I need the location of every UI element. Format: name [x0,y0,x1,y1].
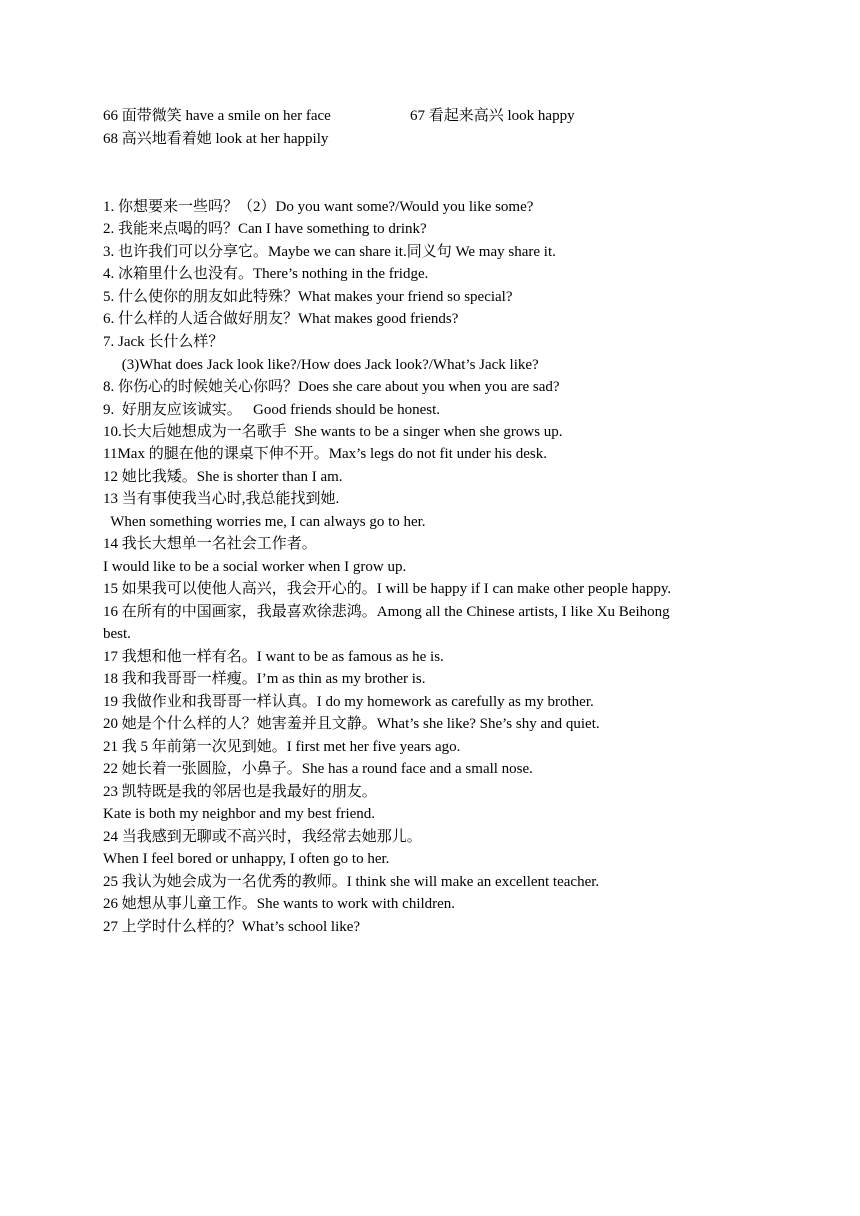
sentence-line: (3)What does Jack look like?/How does Jack look?/What’s Jack like? [103,357,539,373]
sentence-line: 4. 冰箱里什么也没有。There’s nothing in the fridge. [103,266,429,282]
sentence-line: 17 我想和他一样有名。I want to be as famous as he is. [103,649,444,665]
sentence-line: When something worries me, I can always go to her. [103,514,426,530]
sentence-line: 27 上学时什么样的？What’s school like? [103,919,361,935]
sentence-line: When I feel bored or unhappy, I often go to her. [103,851,390,867]
sentence-line: Kate is both my neighbor and my best friend. [103,806,376,822]
phrase-68: 68 高兴地看着她 look at her happily [103,131,329,147]
sentence-line: 16 在所有的中国画家，我最喜欢徐悲鸿。Among all the Chinese artists, I like Xu Beihong [103,604,670,620]
sentence-line: 3. 也许我们可以分享它。Maybe we can share it.同义句 We may share it. [103,244,556,260]
sentence-line: best. [103,626,131,642]
sentence-line: 25 我认为她会成为一名优秀的教师。I think she will make an excellent teacher. [103,874,600,890]
sentence-line: 7. Jack 长什么样？ [103,334,224,350]
sentence-line: 19 我做作业和我哥哥一样认真。I do my homework as carefully as my brother. [103,694,594,710]
sentence-line: I would like to be a social worker when I grow up. [103,559,407,575]
sentence-line: 15 如果我可以使他人高兴，我会开心的。I will be happy if I can make other people happy. [103,581,672,597]
sentence-line: 20 她是个什么样的人？她害羞并且文静。What’s she like? She’s shy and quiet. [103,716,600,732]
sentence-line: 10.长大后她想成为一名歌手 She wants to be a singer when she grows up. [103,424,563,440]
sentence-line: 14 我长大想单一名社会工作者。 [103,536,317,552]
sentence-line: 26 她想从事儿童工作。She wants to work with children. [103,896,456,912]
sentence-line: 11Max 的腿在他的课桌下伸不开。Max’s legs do not fit under his desk. [103,446,548,462]
sentence-line: 12 她比我矮。She is shorter than I am. [103,469,343,485]
sentence-line: 23 凯特既是我的邻居也是我最好的朋友。 [103,784,377,800]
sentence-line: 2. 我能来点喝的吗？Can I have something to drink? [103,221,427,237]
sentence-line: 1. 你想要来一些吗？（2）Do you want some?/Would you like some? [103,199,534,215]
sentence-line: 5. 什么使你的朋友如此特殊？What makes your friend so special? [103,289,513,305]
phrase-66: 66 面带微笑 have a smile on her face [103,108,331,124]
sentence-line: 6. 什么样的人适合做好朋友？What makes good friends? [103,311,459,327]
sentence-line: 13 当有事使我当心时,我总能找到她. [103,491,340,507]
sentence-line: 9. 好朋友应该诚实。 Good friends should be honest. [103,402,441,418]
sentence-line: 21 我 5 年前第一次见到她。I first met her five years ago. [103,739,461,755]
sentence-line: 8. 你伤心的时候她关心你吗？Does she care about you when you are sad? [103,379,560,395]
sentence-line: 24 当我感到无聊或不高兴时，我经常去她那儿。 [103,829,422,845]
sentence-line: 22 她长着一张圆脸，小鼻子。She has a round face and a small nose. [103,761,533,777]
phrase-67: 67 看起来高兴 look happy [410,108,575,124]
sentence-line: 18 我和我哥哥一样瘦。I’m as thin as my brother is. [103,671,426,687]
